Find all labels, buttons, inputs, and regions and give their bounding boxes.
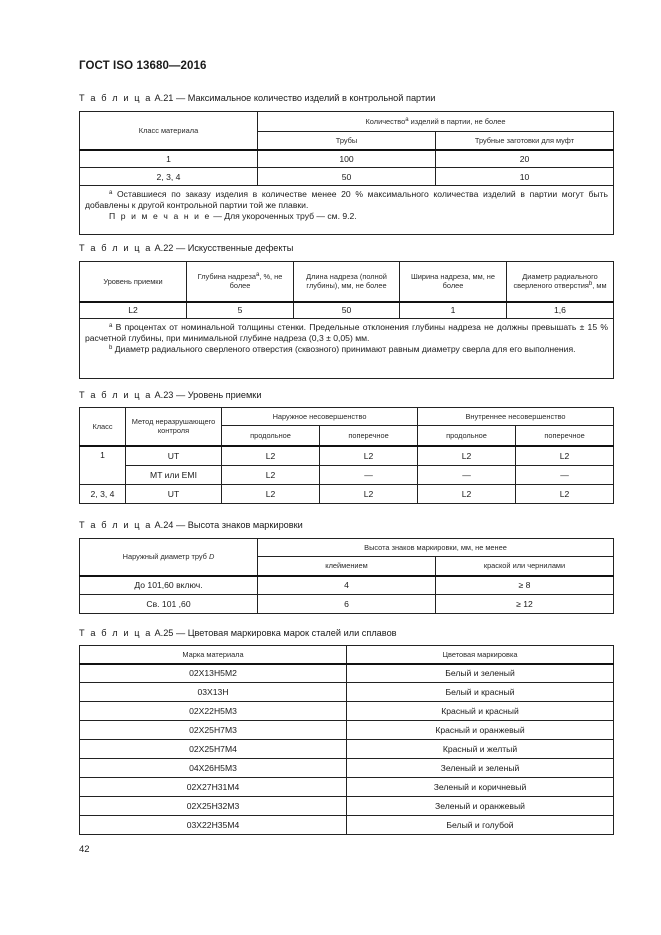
header-notch-length: Длина надреза (полной глубины), мм, не более [294,262,400,302]
header-ndt-method: Метод неразрушающего контроля [126,408,222,446]
header-quantity: Количество$^а$ изделий в партии, не более [258,112,614,132]
table-row: L2 5 50 1 1,6 [80,302,614,319]
header-outer-longitudinal: продольное [222,426,320,446]
table-a22 [79,261,614,379]
table-row: До 101,60 включ. 4 ≥ 8 [80,576,614,595]
table-a21-caption: Т а б л и ц а А.21 — Максимальное количество изделий в контрольной партии [79,93,436,103]
header-acceptance-level: Уровень приемки [80,262,187,302]
table-row: 02Х25Н32М3 Зеленый и оранжевый [80,797,614,816]
header-paint-ink: краской или чернилами [436,557,614,576]
header-pipes: Трубы [258,132,436,150]
table-row: 1 UT L2 L2 L2 L2 [80,446,614,466]
table-a24-caption: Т а б л и ц а А.24 — Высота знаков маркировки [79,520,303,530]
table-row: 03Х13Н Белый и красный [80,683,614,702]
table-row: 02Х13Н5М2 Белый и зеленый [80,664,614,683]
table-row: 1 100 20 [80,150,614,168]
header-class: Класс [80,408,126,446]
header-color-marking: Цветовая маркировка [347,646,614,664]
table-row: 03Х22Н35М4 Белый и голубой [80,816,614,835]
table-row: 02Х22Н5М3 Красный и красный [80,702,614,721]
header-notch-width: Ширина надреза, мм, не более [400,262,507,302]
table-row: 02Х25Н7М3 Красный и оранжевый [80,721,614,740]
table-row: Св. 101 ,60 6 ≥ 12 [80,595,614,614]
header-inner-transverse: поперечное [516,426,614,446]
table-a24 [79,538,614,614]
header-hole-diameter: Диаметр радиального сверленого отверстия$^b$, мм [507,262,614,302]
header-outer-diameter: Наружный диаметр труб D [80,539,258,576]
table-row: 2, 3, 4 UT L2 L2 L2 L2 [80,485,614,504]
table-row: MT или EMI L2 — — — [80,466,614,485]
table-a21-footnote: $^а$ Оставшиеся по заказу изделия в количестве менее 20 % максимального количества изделий в партии могут быть добавлены к другой контрольной партии той же плавки. П р и м е ч а н и е — Для укороченных труб — см. 9.2. [80,186,614,235]
table-row: 02Х25Н7М4 Красный и желтый [80,740,614,759]
header-outer-transverse: поперечное [320,426,418,446]
page-header: ГОСТ ISO 13680—2016 [79,60,207,72]
table-a23-caption: Т а б л и ц а А.23 — Уровень приемки [79,390,262,400]
table-a25 [79,645,614,835]
table-row: 04Х26Н5М3 Зеленый и зеленый [80,759,614,778]
header-material-grade: Марка материала [80,646,347,664]
table-a23 [79,407,614,504]
header-coupling-blanks: Трубные заготовки для муфт [436,132,614,150]
header-inner-longitudinal: продольное [418,426,516,446]
header-mark-height: Высота знаков маркировки, мм, не менее [258,539,614,557]
table-a21 [79,111,614,235]
header-material-class: Класс материала [80,112,258,150]
table-a22-caption: Т а б л и ц а А.22 — Искусственные дефекты [79,243,294,253]
header-inner-imperfection: Внутреннее несовершенство [418,408,614,426]
table-a25-caption: Т а б л и ц а А.25 — Цветовая маркировка марок сталей или сплавов [79,628,397,638]
table-row: 2, 3, 4 50 10 [80,168,614,186]
table-a22-footnote: $^а$ В процентах от номинальной толщины стенки. Предельные отклонения глубины надреза не должны превышать ± 15 % расчетной глубины, при минимальной глубине надреза (0,3 ± 0,05) мм. $^b$ Диаметр радиального сверленого отверстия (сквозного) принимают равным диаметру сверла для его выполнения. [80,319,614,379]
table-row: 02Х27Н31М4 Зеленый и коричневый [80,778,614,797]
header-outer-imperfection: Наружное несовершенство [222,408,418,426]
page-number: 42 [79,844,90,855]
header-stamping: клеймением [258,557,436,576]
header-notch-depth: Глубина надреза$^а$, %, не более [187,262,294,302]
